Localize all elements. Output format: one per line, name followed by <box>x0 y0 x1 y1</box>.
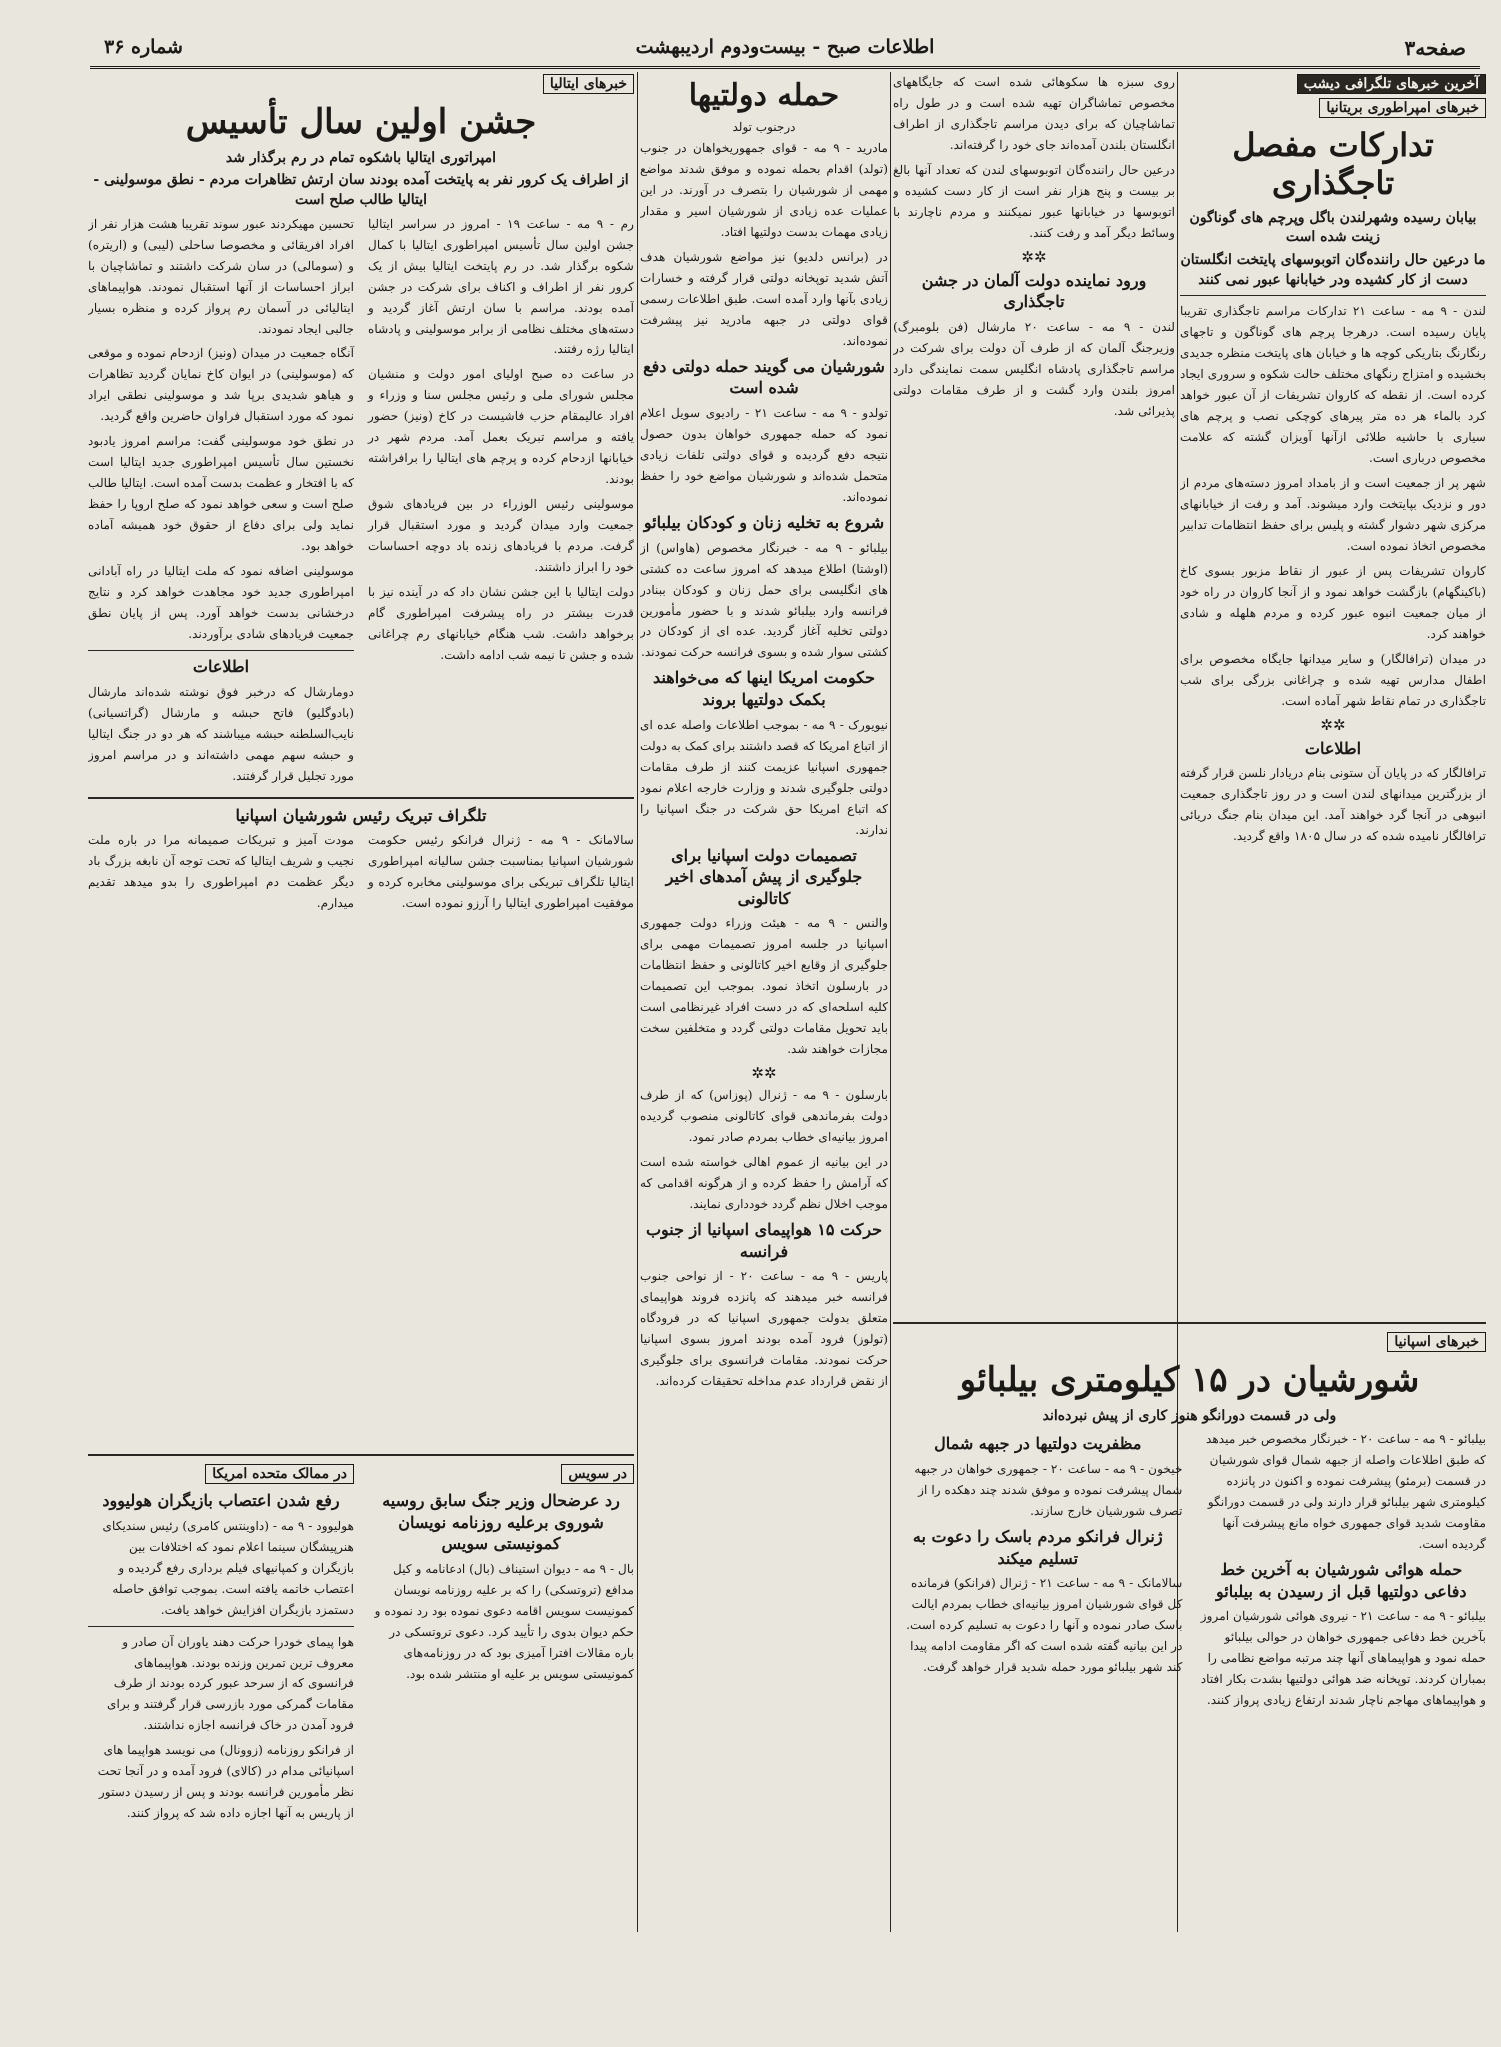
separator-stars: ✲✲ <box>1320 715 1346 734</box>
german-rep-title: ورود نماینده دولت آلمان در جشن تاجگذاری <box>921 270 1147 312</box>
section-spain: خبرهای اسپانیا <box>1387 1332 1486 1352</box>
section-telegraph: آخرین خبرهای تلگرافی دیشب <box>1297 74 1486 94</box>
aircraft-headline: حرکت ۱۵ هواپیمای اسپانیا از جنوب فرانسه <box>645 1220 883 1261</box>
hollywood-body: هولیوود - ۹ مه - (داوینتس کامری) رئیس سندیکای هنرپیشگان سینما اعلام نمود که اختلافات بین بازیگران و کمپانیهای فیلم برداری رفع گردیده و اعتصاب خاتمه یافته است. بموجب توافق حاصله دستمزد بازیگران افزایش خواهد یافت. <box>102 1518 354 1617</box>
italy-p8: موسولینی رئیس الوزراء در بین فریادهای شوق جمعیت وارد میدان گردید و مورد استقبال قرار گرفت. مردم با فریادهای زنده باد دوچه احساسات خود را ابراز داشتند. <box>368 497 634 575</box>
coronation-p4: درعین حال راننده‌گان اتوبوسهای لندن که تعداد آنها بالغ بر بیست و پنج هزار نفر است از کار دست کشیده و اتوبوسها در خیابانها عبور نمیکنند و مردم ناچارند با وسائط دیگر آمد و رفت کنند. <box>893 162 1175 240</box>
info-left-body: دومارشال که درخبر فوق نوشته شده‌اند مارشال (بادوگلیو) فاتح حبشه و مارشال (گراتسیانی) نایب‌السلطنه حبشه میباشند که هر دو در جنگ ایتالیا و حبشه سهم مهمی داشته‌اند و در مراسم امروز مورد تجلیل قرار گرفتند. <box>88 684 354 783</box>
german-rep-body: لندن - ۹ مه - ساعت ۲۰ مارشال (فن بلومبرگ) وزیرجنگ آلمان که از طرف آن دولت برای شرکت در مراسم تاجگذاری پادشاه انگلیس سمت نمایندگی دارد امروز بلندن وارد گشت و از طرف مقامات دولتی پذیرائی شد. <box>893 320 1175 418</box>
army-strength-body: خیخون - ۹ مه - ساعت ۲۰ - جمهوری خواهان در جبهه شمال پیشرفت نموده و موفق شدند چند دهکده را از تصرف شورشیان خارج سازند. <box>914 1461 1183 1518</box>
hollywood-headline: رفع شدن اعتصاب بازیگران هولیوود <box>102 1491 340 1510</box>
column-rule <box>637 72 638 1932</box>
coronation-p5: کاروان تشریفات پس از عبور از نقاط مزبور بسوی کاخ (باکینگهام) بازگشت خواهد نمود و از آنجا کاروان در راه خود از میان جمعیت انبوه عبور کرده و مردم هلهله و شادی خواهند کرد. <box>1180 563 1486 641</box>
air-attack-headline: حمله هوائی شورشیان به آخرین خط دفاعی دولتیها قبل از رسیدن به بیلبائو <box>1216 1560 1467 1601</box>
italy-p2: تحسین مهیکردند عبور سوند تقریبا هشت هزار نفر از افراد افریقائی و مخصوصا ساحلی (لیبی) و (اریتره) و (سومالی) در سان شرکت داشتند و تماشاچیان با ابراز احساسات از آنها استقبال نمودند. هواپیماهای ایتالیائی در آسمان رم پرواز کرده و منظره بسیار جالبی ایجاد نمودند. <box>88 216 354 336</box>
italy-p1: رم - ۹ مه - ساعت ۱۹ - امروز در سراسر ایتالیا جشن اولین سال تأسیس امپراطوری ایتالیا با کمال شکوه برگذار شد. در رم پایتخت ایتالیا بیش از یک کرور نفر از اطراف و اکناف برای شرکت در جشن آمده بودند. مراسم با سان ارتش آغاز گردید و دسته‌های مختلف نظامی از برابر موسولینی و پادشاه ایتالیا رژه رفتند. <box>368 216 634 357</box>
evacuation-body: بیلبائو - ۹ مه - خبرنگار مخصوص (هاواس) از (اوشتا) اطلاع میدهد که امروز ساعت ده کشتی های انگلیسی برای حمل زنان و کودکان ببنادر فرانسه وارد بیلبائو شدند و با حضور مأمورین دولتی تخلیه آغاز گردید. عده ای از کودکان در کشتی سوار شده و بسوی فرانسه حرکت نمودند. <box>640 540 888 660</box>
coronation-p6: در میدان (ترافالگار) و سایر میدانها جایگاه مخصوص برای اطفال مدارس تهیه شده و چراغانی بزرگی برای شب تاجگذاری در تمام نقاط شهر آماده است. <box>1180 651 1486 708</box>
spain-rebel-msg-body: مودت آمیز و تبریکات صمیمانه مرا در باره ملت نجیب و شریف ایتالیا که تحت توجه آن نابغه بزرگ باد دیگر عظمت دم امپراطوری را بدو میدهد تقدیم میدارم. <box>88 833 354 911</box>
italy-sub1: امپراتوری ایتالیا باشکوه تمام در رم برگذار شد <box>225 149 497 166</box>
army-strength-headline: مظفریت دولتیها در جبهه شمال <box>934 1434 1142 1454</box>
barcelona-dateline: بارسلون - ۹ مه - ژنرال (پوزاس) که از طرف دولت بفرماندهی قوای کاتالونی منصوب گردیده امروز بیانیه‌ای خطاب بمردم صادر نمود. <box>640 1088 888 1145</box>
franco-invite-headline: ژنرال فرانکو مردم باسک را دعوت به تسلیم میکند <box>912 1526 1163 1568</box>
evacuation-headline: شروع به تخلیه زنان و کودکان بیلبائو <box>643 512 885 532</box>
rebel-telegram-body: سالامانک - ۹ مه - ژنرال فرانکو رئیس حکومت شورشیان اسپانیا بمناسبت جشن سالیانه امپراطوری ایتالیا تلگراف تبریکی برای موسولینی مخابره کرده و موفقیت امپراطوری ایتالیا را آرزو نموده است. <box>368 833 634 911</box>
column-mid-right <box>893 72 1175 1312</box>
column-mid-left <box>640 72 888 1672</box>
italy-p7: در ساعت ده صبح اولیای امور دولت و منشیان مجلس شورای ملی و رئیس مجلس سنا و وزراء و افراد عالیمقام حزب فاشیست در کاخ (ونیز) حضور یافته و مراسم تبریک بعمل آمد. مردم شهر در خیابانها ازدحام کرده و پرچم های ایتالیا را برافراشته بودند. <box>368 367 634 487</box>
bilbao-sub: ولی در قسمت دورانگو هنوز کاری از پیش نبرده‌اند <box>1042 1407 1337 1424</box>
italy-headline: جشن اولین سال تأسیس <box>185 102 537 142</box>
last-para-body: از فرانکو روزنامه (زوونال) می نویسد هواپیما های اسپانیائی مدام در (کالای) فرود آمده و در آنجا تحت نظر مأمورین فرانسه بودند و پس از رسیدن دستور از پاریس به آنها اجازه داده شد که پرواز کنند. <box>97 1743 354 1821</box>
plane-flight-body: هوا پیمای خودرا حرکت دهند یاوران آن صادر و معروف ترین تمرین وزنده بودند. هواپیماهای فرانسوی که از سرحد عبور کرده بودند از طرف مقامات گمرکی مورد بازرسی قرار گرفتند و برای فرود آمدن در خاک فرانسه اجازه نداشتند. <box>106 1634 354 1733</box>
section-italy: خبرهای ایتالیا <box>543 74 634 94</box>
gov-attack-dateline: درجنوب تولد <box>732 120 796 134</box>
coronation-sub1: بیابان رسیده وشهرلندن باگل وپرچم های گوناگون زینت شده است <box>1189 209 1477 246</box>
coronation-p1: لندن - ۹ مه - ساعت ۲۱ تدارکات مراسم تاجگذاری تقریبا پایان رسیده است. درهرجا پرچم های گوناگون و تاجهای رنگارنگ بتاریکی کوچه ها و خیابان های پایتخت منظره جدیدی بخشیده و امتزاج رنگهای مختلف حالت شکوه و سروری ایجاد کرده است. از نقطه که کاروان تشریفات از آن عبور خواهد کرد بالماء هر ده متر پیرهای کوچکی نصب و پرچم های سیاری با حاشیه طلائی ازآنها آویزان گشته که علامت مخصوص درباری است. <box>1180 304 1486 466</box>
air-attack-body: بیلبائو - ۹ مه - ساعت ۲۱ - نیروی هوائی شورشیان امروز بآخرین خط دفاعی جمهوری خواهان در حوالی بیلبائو حمله نمود و هواپیماهای آنها چند مرتبه مواضع نظامی را بمباران کردند. توپخانه ضد هوائی دولتیها بشدت بکار افتاد و هواپیماهای مهاجم ناچار شدند ارتفاع زیادی پرواز کنند. <box>1200 1609 1486 1708</box>
separator-stars: ✲✲ <box>751 1064 777 1083</box>
italy-p3: آنگاه جمعیت در میدان (ونیز) ازدحام نموده و موقعی که (موسولینی) در ایوان کاخ نمایان گردید تظاهرات و هیاهو شدیدی برپا شد و موسولینی نطقی ایراد نمود که مورد استقبال فراوان حاضرین واقع گردید. <box>88 346 354 424</box>
franco-invite-body: سالامانک - ۹ مه - ساعت ۲۱ - ژنرال (فرانکو) فرمانده کل قوای شورشیان امروز بیانیه‌ای خطاب بمردم ایالت باسک صادر نموده و آنها را دعوت به تسلیم کرده است. در این بیانیه گفته شده است که اگر مقاومت ادامه پیدا کند شهر بیلبائو مورد حمله شدید قرار خواهد گرفت. <box>906 1576 1183 1675</box>
section-swiss: در سویس <box>561 1464 634 1484</box>
swiss-headline: رد عرضحال وزیر جنگ سابق روسیه شوروی برعلیه روزنامه نویسان کمونیستی سویس <box>382 1491 620 1554</box>
column-rule <box>890 72 891 1932</box>
spain-block <box>893 1316 1486 1916</box>
italy-p5: موسولینی اضافه نمود که ملت ایتالیا در راه آبادانی امپراطوری جدید خود مجاهدت خواهد کرد و نتایج درخشانی بدست خواهد آورد. پس از پایان نطق جمعیت فریادهای شادی برآوردند. <box>88 564 354 642</box>
rebels-repelled-headline: شورشیان می گویند حمله دولتی دفع شده است <box>643 356 885 398</box>
italy-p4: در نطق خود موسولینی گفت: مراسم امروز یادبود نخستین سال تأسیس امپراطوری جدید ایتالیا است که با افتخار و عظمت بدست آمده است. ایتالیا طالب صلح است و سعی خواهد نمود که صلح اروپا را حفظ نماید ولی برای دفاع از حقوق خود همیشه آماده خواهد بود. <box>88 434 354 554</box>
info-right-title: اطلاعات <box>1304 738 1362 758</box>
barcelona-body: در این بیانیه از عموم اهالی خواسته شده است که آرامش را حفظ کرده و از هرگونه اقدامی که موجب اخلال نظم گردد خودداری نمایند. <box>640 1155 888 1212</box>
coronation-sub2: ما درعین حال راننده‌گان اتوبوسهای پایتخت انگلستان دست از کار کشیده ودر خیابانها عبور نمی کنند <box>1180 251 1486 288</box>
coronation-p2: روی سبزه ها سکوهائی شده است که جایگاههای مخصوص تماشاگران تهیه شده است و در طول راه تماشاچیان که برای دیدن مراسم تاجگذاری از اطراف انگلستان بلندن آمده‌اند جای خود را گرفته‌اند. <box>893 75 1175 152</box>
paper-date: اطلاعات صبح - بیست‌ودوم اردیبهشت <box>635 36 935 58</box>
spain-decisions-headline: تصمیمات دولت اسپانیا برای جلوگیری از پیش آمدهای اخیر کاتالونی <box>665 845 863 908</box>
italy-p6: دولت ایتالیا با این جشن نشان داد که در آینده نیز با قدرت بیشتر در راه پیشرفت امپراطوری گام برخواهد داشت. شب هنگام خیابانهای رم چراغانی شده و جشن تا نیمه شب ادامه داشت. <box>368 585 634 663</box>
info-right-body: ترافالگار که در پایان آن ستونی بنام دریادار نلسن قرار گرفته از بزرگترین میدانهای لندن است و در روز تاجگذاری جمعیت انبوهی در آنجا گرد خواهند آمد. این میدان بنام جنگ دریائی ترافالگار نامیده شده که در سال ۱۸۰۵ واقع گردید. <box>1180 766 1486 844</box>
bilbao-body: بیلبائو - ۹ مه - ساعت ۲۰ - خبرنگار مخصوص خبر میدهد که طبق اطلاعات واصله از جبهه شمال قوای شورشیان در قسمت (برمئو) پیشرفت نموده و اکنون در پانزده کیلومتری شهر بیلبائو قرار دارند ولی در قسمت دورانگو مقاومت شدید قوای جمهوری خواه مانع پیشرفت آنها گردیده است. <box>1205 1432 1486 1552</box>
coronation-p3: شهر پر از جمعیت است و از بامداد امروز دسته‌های مردم از دور و نزدیک بپایتخت وارد میشوند. آمد و رفت از خیابانهای مرکزی شهر دشوار گشته و پلیس برای حفظ انتظامات تدابیر مخصوص اتخاذ نموده است. <box>1180 476 1486 553</box>
gov-attack-p1: مادرید - ۹ مه - قوای جمهوریخواهان در جنوب (تولد) اقدام بحمله نموده و موفق شدند مواضع مهمی از شورشیان را بتصرف در آورند. در این عملیات عده زیادی از شورشیان اسیر و مقدار زیادی مهمات بدست دولتیها افتاد. <box>640 141 888 239</box>
us-wants-headline: حکومت امریکا اینها که می‌خواهند بکمک دولتیها بروند <box>653 668 875 710</box>
aircraft-body: پاریس - ۹ مه - ساعت ۲۰ - از نواحی جنوب فرانسه خبر میدهند که پانزده فروند هواپیمای متعلق بدولت جمهوری اسپانیا که در فرودگاه (تولوز) فرود آمده بودند امروز بسوی اسپانیا حرکت نمودند. مقامات فرانسوی برای جلوگیری از نقض قرارداد عدم مداخله تحقیقات کرده‌اند. <box>640 1269 888 1389</box>
info-left-title: اطلاعات <box>192 657 250 677</box>
us-wants-body: نیویورک - ۹ مه - بموجب اطلاعات واصله عده ای از اتباع امریکا که قصد داشتند برای کمک به دولت جمهوری اسپانیا عزیمت کنند از طرف مقامات دولتی جلوگیری شدند و وزارت خارجه اعلام نمود که اتباع امریکا حق شرکت در جنگ اسپانیا را ندارند. <box>640 717 888 837</box>
lower-left-block <box>88 1448 634 1938</box>
bilbao-headline: شورشیان در ۱۵ کیلومتری بیلبائو <box>959 1360 1420 1400</box>
section-empire: خبرهای امپراطوری بریتانیا <box>1319 98 1486 118</box>
gov-attack-p2: در (برانس دلدیو) نیز مواضع شورشیان هدف آتش شدید توپخانه دولتی قرار گرفته و خسارات زیادی بآنها وارد آمده است. طبق اطلاعات رسمی قوای دولتی در جبهه مادرید نیز پیشرفت نموده‌اند. <box>640 249 888 348</box>
italy-sub2: از اطراف یک کرور نفر به پایتخت آمده بودند سان ارتش تظاهرات مردم - نطق موسولینی - ایتالیا طالب صلح است <box>93 172 629 208</box>
gov-attack-headline: حمله دولتیها <box>688 78 840 113</box>
masthead <box>90 34 1480 69</box>
separator-stars: ✲✲ <box>1021 247 1047 266</box>
coronation-headline: تدارکات مفصل تاجگذاری <box>1232 126 1434 203</box>
swiss-body: بال - ۹ مه - دیوان استیناف (بال) ادعانامه و کیل مدافع (تروتسکی) را که بر علیه روزنامه نویسان کمونیست سویس اقامه دعوی نموده بود رد نموده و حکم دیوان بدوی را تأیید کرد. دعوی تروتسکی در باره مقالات افترا آمیزی بود که در روزنامه‌های کمونیستی سویس بر علیه او منتشر شده بود. <box>374 1561 634 1681</box>
rebels-repelled-body: تولدو - ۹ مه - ساعت ۲۱ - رادیوی سویل اعلام نمود که حمله جمهوری خواهان بدون حصول نتیجه دفع گردیده و قوای دولتی تلفات زیادی متحمل شده‌اند و شورشیان مواضع خود را حفظ نموده‌اند. <box>640 406 888 504</box>
page-label: صفحه۳ <box>1404 36 1466 60</box>
issue-label: شماره ۳۶ <box>104 36 183 58</box>
column-left <box>88 72 634 1442</box>
rebel-telegram-headline: تلگراف تبریک رئیس شورشیان اسپانیا <box>235 805 487 825</box>
section-usa: در ممالک متحده امریکا <box>205 1464 354 1484</box>
spain-decisions-body: والنس - ۹ مه - هیئت وزراء دولت جمهوری اسپانیا در جلسه امروز تصمیمات مهمی برای جلوگیری از وقایع اخیر کاتالونی و حفظ انتظامات در بارسلون اتخاذ نمود. بموجب این تصمیمات کلیه اسلحه‌ای که در دست افراد غیرنظامی است باید تحویل مقامات دولتی گردد و متخلفین سخت مجازات خواهند شد. <box>640 916 888 1057</box>
